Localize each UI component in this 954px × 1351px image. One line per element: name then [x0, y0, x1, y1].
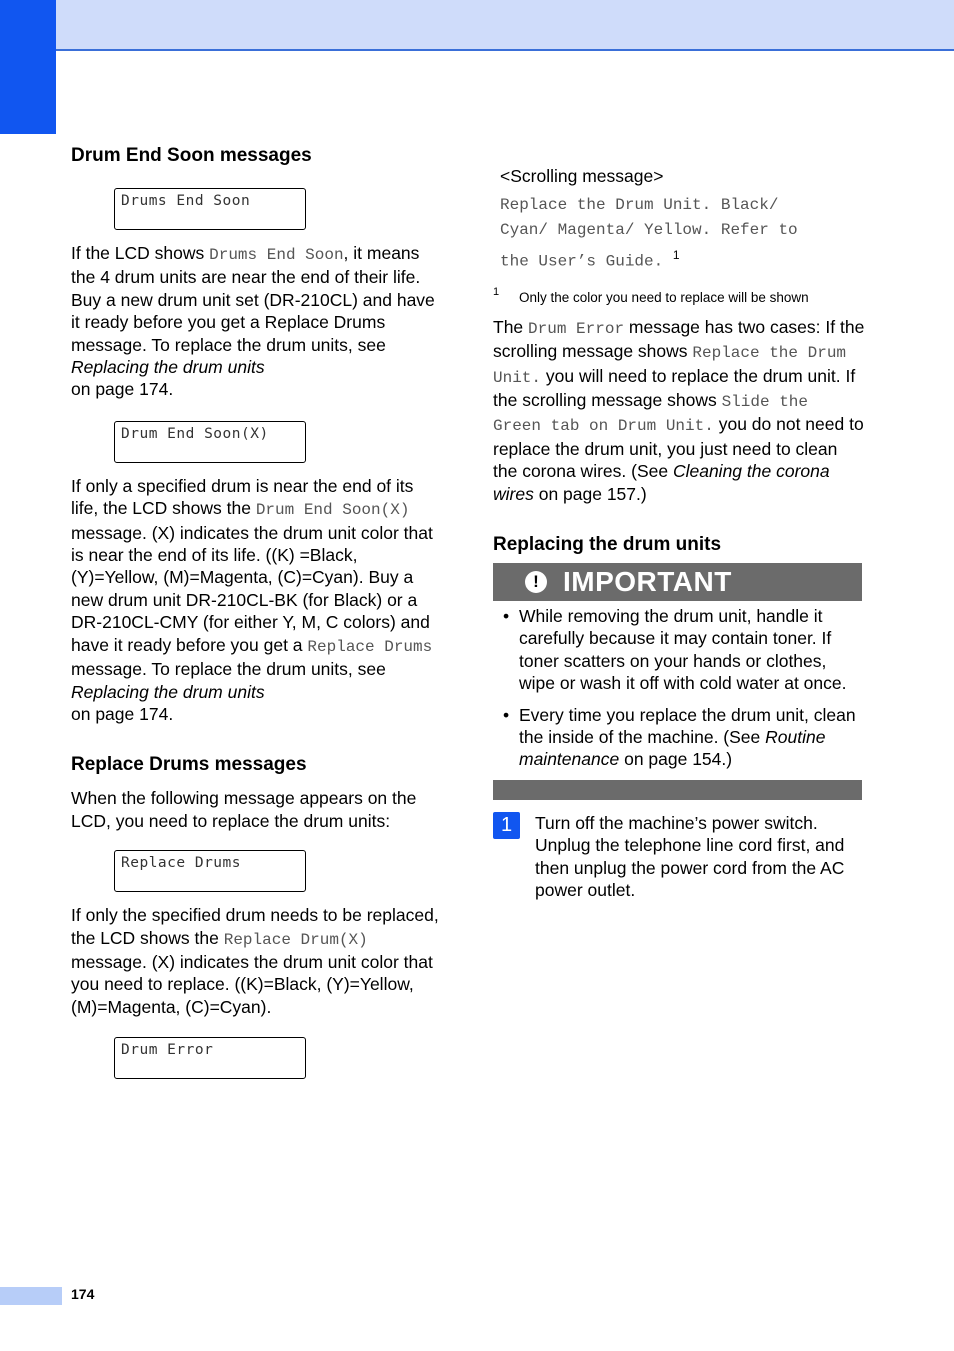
- footnote-marker: 1: [672, 248, 680, 263]
- header-band: [0, 0, 954, 51]
- important-banner: [493, 563, 862, 601]
- link-replacing-drum-units: Replacing the drum units: [71, 357, 265, 378]
- left-column: [71, 144, 443, 1079]
- lcd-replace-drums: Replace Drums: [114, 850, 306, 892]
- paragraph-drums-end-soon: If the LCD shows Drums End Soon, it means the 4 drum units are near the end of their life. Buy a new drum unit set (DR-210CL) and have it ready before you get a Replace Drums message. To replace the drum units, see Replacing the drum units on page 174.: [71, 243, 435, 400]
- step-number-badge: 1: [493, 812, 520, 839]
- right-column: [493, 165, 865, 901]
- important-item: • Every time you replace the drum unit, clean the inside of the machine. (See Routine maintenance on page 154.): [493, 704, 865, 771]
- paragraph-replace-drums: When the following message appears on the LCD, you need to replace the drum units:: [71, 788, 417, 831]
- step-1: [493, 812, 865, 902]
- scrolling-message: Replace the Drum Unit. Black/ Cyan/ Magenta/ Yellow. Refer to the User’s Guide. $^1$: [500, 196, 798, 271]
- heading-replace-drums: Replace Drums messages: [71, 754, 307, 776]
- link-routine-maintenance: Routine maintenance: [519, 727, 826, 770]
- link-replacing-drum-units-2: Replacing the drum units: [71, 681, 265, 702]
- page-number: 174: [71, 1286, 95, 1302]
- page-number-tab: [0, 1287, 62, 1305]
- scrolling-label: <Scrolling message>: [500, 166, 664, 186]
- important-title: IMPORTANT: [563, 565, 732, 597]
- chapter-tab: [0, 0, 56, 134]
- lcd-drum-end-soon-x: Drum End Soon(X): [114, 421, 306, 463]
- lcd-drums-end-soon: Drums End Soon: [114, 188, 306, 230]
- step-1-text: Turn off the machine’s power switch. Unplug the telephone line cord first, and then unplug the power cord from the AC power outlet.: [535, 812, 845, 901]
- paragraph-replace-drum-x: If only the specified drum needs to be replaced, the LCD shows the Replace Drum(X) message. (X) indicates the drum unit color that you need to replace. ((K)=Black, (Y)=Yellow, (M)=Magenta, (C)=Cyan).: [71, 905, 439, 1017]
- important-list: [493, 605, 865, 771]
- warning-icon: !: [525, 571, 547, 593]
- link-cleaning-corona-wires: Cleaning the corona wires: [493, 461, 830, 504]
- heading-replacing-drum-units: Replacing the drum units: [493, 533, 722, 555]
- important-item: • While removing the drum unit, handle it carefully because it may contain toner. If toner scatters on your hands or clothes, wipe or wash it off with cold water at once.: [493, 605, 865, 695]
- heading-drum-end-soon: Drum End Soon messages: [71, 145, 312, 166]
- footnote: 1 Only the color you need to replace will be shown: [493, 285, 809, 305]
- important-footer-bar: [493, 780, 862, 800]
- paragraph-drum-end-soon-x: If only a specified drum is near the end of its life, the LCD shows the Drum End Soon(X) message. (X) indicates the drum unit color that is near the end of its life. ((K) =Black, (Y)=Yellow, (M)=Magenta, (C)=Cyan). Buy a new drum unit DR-210CL-BK (for Black) or a DR-210CL-CMY (for either Y, M, C colors) and have it ready before you get a Replace Drums message. To replace the drum units, see Replacing the drum units on page 174.: [71, 475, 433, 724]
- paragraph-drum-error: The Drum Error message has two cases: If the scrolling message shows Replace the Drum Unit. you will need to replace the drum unit. If the scrolling message shows Slide the Green tab on Drum Unit. you do not need to replace the drum unit, you just need to clean the corona wires. (See Cleaning the corona wires on page 157.): [493, 316, 865, 504]
- lcd-drum-error: Drum Error: [114, 1037, 306, 1079]
